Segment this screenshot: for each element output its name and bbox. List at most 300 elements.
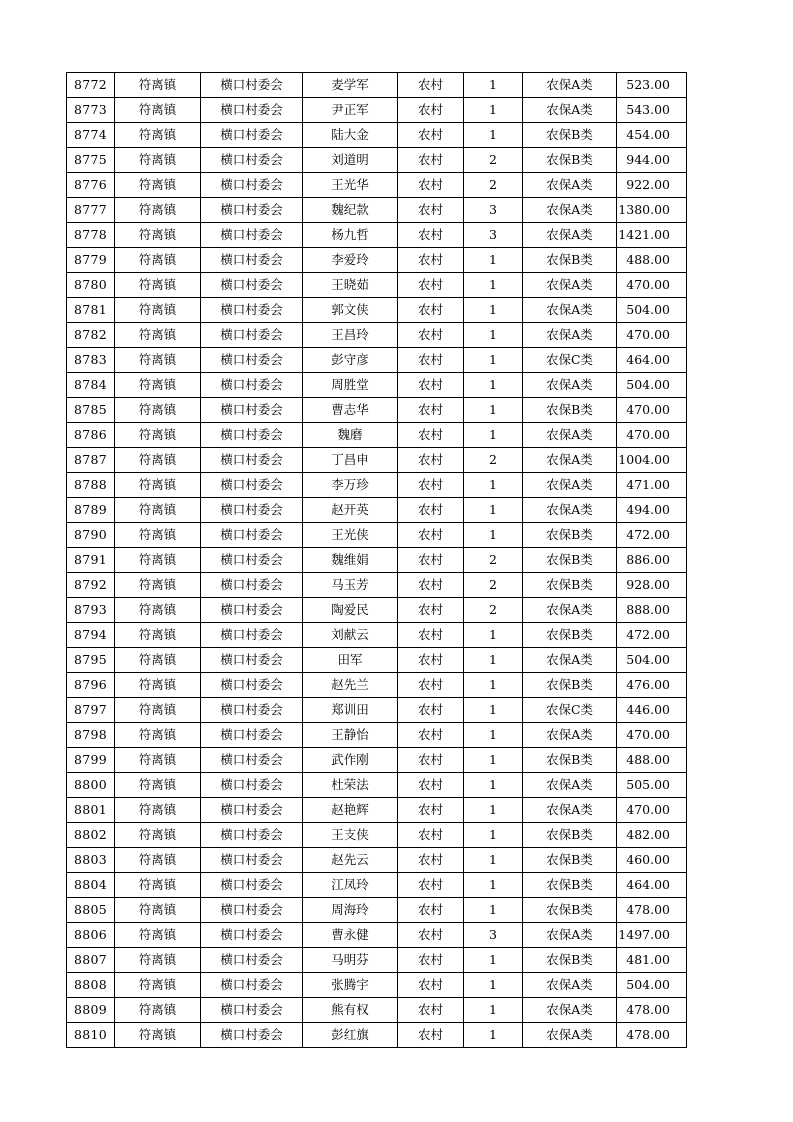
amount-cell: 1380.00 (617, 198, 687, 223)
village-cell: 横口村委会 (201, 498, 303, 523)
name-cell: 彭红旗 (303, 1023, 398, 1048)
household-count-cell: 1 (464, 373, 523, 398)
name-cell: 郭文侠 (303, 298, 398, 323)
amount-cell: 460.00 (617, 848, 687, 873)
village-cell: 横口村委会 (201, 373, 303, 398)
category-cell: 农保A类 (523, 73, 617, 98)
table-row (67, 698, 687, 723)
area-type-cell: 农村 (398, 998, 464, 1023)
town-cell: 符离镇 (115, 923, 201, 948)
row-number-cell: 8783 (67, 348, 115, 373)
household-count-cell: 2 (464, 448, 523, 473)
row-number-cell: 8778 (67, 223, 115, 248)
name-cell: 周海玲 (303, 898, 398, 923)
row-number-cell: 8808 (67, 973, 115, 998)
town-cell: 符离镇 (115, 673, 201, 698)
amount-cell: 470.00 (617, 798, 687, 823)
table-row (67, 273, 687, 298)
category-cell: 农保A类 (523, 98, 617, 123)
table-row (67, 773, 687, 798)
name-cell: 魏纪款 (303, 198, 398, 223)
village-cell: 横口村委会 (201, 973, 303, 998)
category-cell: 农保B类 (523, 873, 617, 898)
household-count-cell: 1 (464, 673, 523, 698)
category-cell: 农保A类 (523, 498, 617, 523)
name-cell: 周胜堂 (303, 373, 398, 398)
row-number-cell: 8788 (67, 473, 115, 498)
name-cell: 杨九哲 (303, 223, 398, 248)
village-cell: 横口村委会 (201, 673, 303, 698)
village-cell: 横口村委会 (201, 598, 303, 623)
table-row (67, 673, 687, 698)
row-number-cell: 8803 (67, 848, 115, 873)
household-count-cell: 1 (464, 398, 523, 423)
amount-cell: 488.00 (617, 248, 687, 273)
category-cell: 农保B类 (523, 823, 617, 848)
area-type-cell: 农村 (398, 98, 464, 123)
amount-cell: 488.00 (617, 748, 687, 773)
table-row (67, 323, 687, 348)
household-count-cell: 1 (464, 248, 523, 273)
village-cell: 横口村委会 (201, 923, 303, 948)
area-type-cell: 农村 (398, 273, 464, 298)
area-type-cell: 农村 (398, 348, 464, 373)
category-cell: 农保A类 (523, 273, 617, 298)
household-count-cell: 1 (464, 998, 523, 1023)
household-count-cell: 2 (464, 148, 523, 173)
town-cell: 符离镇 (115, 623, 201, 648)
household-count-cell: 1 (464, 498, 523, 523)
name-cell: 尹正军 (303, 98, 398, 123)
household-count-cell: 1 (464, 348, 523, 373)
area-type-cell: 农村 (398, 923, 464, 948)
amount-cell: 470.00 (617, 723, 687, 748)
category-cell: 农保B类 (523, 573, 617, 598)
area-type-cell: 农村 (398, 498, 464, 523)
amount-cell: 523.00 (617, 73, 687, 98)
household-count-cell: 1 (464, 298, 523, 323)
table-row (67, 348, 687, 373)
household-count-cell: 1 (464, 273, 523, 298)
town-cell: 符离镇 (115, 648, 201, 673)
table-row (67, 548, 687, 573)
category-cell: 农保B类 (523, 848, 617, 873)
table-row (67, 73, 687, 98)
village-cell: 横口村委会 (201, 73, 303, 98)
town-cell: 符离镇 (115, 373, 201, 398)
area-type-cell: 农村 (398, 673, 464, 698)
category-cell: 农保A类 (523, 373, 617, 398)
area-type-cell: 农村 (398, 598, 464, 623)
category-cell: 农保A类 (523, 323, 617, 348)
row-number-cell: 8795 (67, 648, 115, 673)
table-row (67, 123, 687, 148)
household-count-cell: 1 (464, 773, 523, 798)
village-cell: 横口村委会 (201, 123, 303, 148)
table-row (67, 823, 687, 848)
row-number-cell: 8804 (67, 873, 115, 898)
category-cell: 农保B类 (523, 248, 617, 273)
name-cell: 赵艳辉 (303, 798, 398, 823)
amount-cell: 471.00 (617, 473, 687, 498)
area-type-cell: 农村 (398, 523, 464, 548)
amount-cell: 464.00 (617, 873, 687, 898)
household-count-cell: 1 (464, 73, 523, 98)
table-row (67, 923, 687, 948)
town-cell: 符离镇 (115, 298, 201, 323)
town-cell: 符离镇 (115, 723, 201, 748)
row-number-cell: 8779 (67, 248, 115, 273)
table-row (67, 898, 687, 923)
town-cell: 符离镇 (115, 323, 201, 348)
village-cell: 横口村委会 (201, 998, 303, 1023)
row-number-cell: 8777 (67, 198, 115, 223)
table-row (67, 223, 687, 248)
name-cell: 武作刚 (303, 748, 398, 773)
table-row (67, 973, 687, 998)
category-cell: 农保B类 (523, 623, 617, 648)
village-cell: 横口村委会 (201, 248, 303, 273)
name-cell: 赵先云 (303, 848, 398, 873)
amount-cell: 504.00 (617, 298, 687, 323)
town-cell: 符离镇 (115, 573, 201, 598)
area-type-cell: 农村 (398, 248, 464, 273)
household-count-cell: 1 (464, 973, 523, 998)
amount-cell: 470.00 (617, 398, 687, 423)
town-cell: 符离镇 (115, 698, 201, 723)
village-cell: 横口村委会 (201, 298, 303, 323)
village-cell: 横口村委会 (201, 473, 303, 498)
amount-cell: 446.00 (617, 698, 687, 723)
town-cell: 符离镇 (115, 748, 201, 773)
household-count-cell: 3 (464, 198, 523, 223)
household-count-cell: 1 (464, 1023, 523, 1048)
village-cell: 横口村委会 (201, 173, 303, 198)
town-cell: 符离镇 (115, 473, 201, 498)
row-number-cell: 8775 (67, 148, 115, 173)
name-cell: 彭守彦 (303, 348, 398, 373)
household-count-cell: 1 (464, 898, 523, 923)
village-cell: 横口村委会 (201, 348, 303, 373)
area-type-cell: 农村 (398, 823, 464, 848)
area-type-cell: 农村 (398, 948, 464, 973)
amount-cell: 472.00 (617, 523, 687, 548)
amount-cell: 928.00 (617, 573, 687, 598)
household-count-cell: 1 (464, 473, 523, 498)
category-cell: 农保B类 (523, 548, 617, 573)
area-type-cell: 农村 (398, 798, 464, 823)
records-body (67, 73, 687, 1048)
amount-cell: 470.00 (617, 323, 687, 348)
town-cell: 符离镇 (115, 798, 201, 823)
town-cell: 符离镇 (115, 423, 201, 448)
village-cell: 横口村委会 (201, 948, 303, 973)
row-number-cell: 8782 (67, 323, 115, 348)
name-cell: 王晓茹 (303, 273, 398, 298)
amount-cell: 454.00 (617, 123, 687, 148)
household-count-cell: 1 (464, 798, 523, 823)
household-count-cell: 1 (464, 323, 523, 348)
area-type-cell: 农村 (398, 298, 464, 323)
household-count-cell: 1 (464, 848, 523, 873)
household-count-cell: 1 (464, 873, 523, 898)
name-cell: 李爱玲 (303, 248, 398, 273)
row-number-cell: 8805 (67, 898, 115, 923)
category-cell: 农保B类 (523, 148, 617, 173)
household-count-cell: 1 (464, 123, 523, 148)
row-number-cell: 8774 (67, 123, 115, 148)
town-cell: 符离镇 (115, 523, 201, 548)
village-cell: 横口村委会 (201, 648, 303, 673)
town-cell: 符离镇 (115, 848, 201, 873)
town-cell: 符离镇 (115, 823, 201, 848)
household-count-cell: 3 (464, 923, 523, 948)
town-cell: 符离镇 (115, 598, 201, 623)
row-number-cell: 8802 (67, 823, 115, 848)
name-cell: 郑训田 (303, 698, 398, 723)
area-type-cell: 农村 (398, 198, 464, 223)
name-cell: 田军 (303, 648, 398, 673)
category-cell: 农保A类 (523, 448, 617, 473)
area-type-cell: 农村 (398, 1023, 464, 1048)
amount-cell: 494.00 (617, 498, 687, 523)
category-cell: 农保A类 (523, 723, 617, 748)
table-row (67, 423, 687, 448)
area-type-cell: 农村 (398, 473, 464, 498)
table-row (67, 523, 687, 548)
category-cell: 农保A类 (523, 973, 617, 998)
table-row (67, 373, 687, 398)
name-cell: 江凤玲 (303, 873, 398, 898)
name-cell: 魏维娟 (303, 548, 398, 573)
category-cell: 农保B类 (523, 523, 617, 548)
table-row (67, 598, 687, 623)
area-type-cell: 农村 (398, 648, 464, 673)
table-row (67, 998, 687, 1023)
town-cell: 符离镇 (115, 498, 201, 523)
area-type-cell: 农村 (398, 748, 464, 773)
amount-cell: 888.00 (617, 598, 687, 623)
row-number-cell: 8806 (67, 923, 115, 948)
row-number-cell: 8790 (67, 523, 115, 548)
amount-cell: 482.00 (617, 823, 687, 848)
category-cell: 农保B类 (523, 748, 617, 773)
household-count-cell: 2 (464, 598, 523, 623)
village-cell: 横口村委会 (201, 423, 303, 448)
area-type-cell: 农村 (398, 573, 464, 598)
row-number-cell: 8773 (67, 98, 115, 123)
category-cell: 农保A类 (523, 198, 617, 223)
table-row (67, 298, 687, 323)
name-cell: 王光侠 (303, 523, 398, 548)
town-cell: 符离镇 (115, 223, 201, 248)
amount-cell: 886.00 (617, 548, 687, 573)
row-number-cell: 8785 (67, 398, 115, 423)
row-number-cell: 8776 (67, 173, 115, 198)
amount-cell: 470.00 (617, 273, 687, 298)
amount-cell: 464.00 (617, 348, 687, 373)
row-number-cell: 8799 (67, 748, 115, 773)
table-row (67, 848, 687, 873)
town-cell: 符离镇 (115, 773, 201, 798)
area-type-cell: 农村 (398, 173, 464, 198)
table-row (67, 198, 687, 223)
category-cell: 农保A类 (523, 473, 617, 498)
village-cell: 横口村委会 (201, 198, 303, 223)
name-cell: 赵先兰 (303, 673, 398, 698)
category-cell: 农保A类 (523, 1023, 617, 1048)
amount-cell: 504.00 (617, 973, 687, 998)
village-cell: 横口村委会 (201, 898, 303, 923)
category-cell: 农保A类 (523, 798, 617, 823)
category-cell: 农保A类 (523, 223, 617, 248)
area-type-cell: 农村 (398, 423, 464, 448)
village-cell: 横口村委会 (201, 848, 303, 873)
row-number-cell: 8784 (67, 373, 115, 398)
row-number-cell: 8800 (67, 773, 115, 798)
village-cell: 横口村委会 (201, 98, 303, 123)
town-cell: 符离镇 (115, 173, 201, 198)
row-number-cell: 8809 (67, 998, 115, 1023)
table-row (67, 148, 687, 173)
area-type-cell: 农村 (398, 398, 464, 423)
category-cell: 农保A类 (523, 423, 617, 448)
town-cell: 符离镇 (115, 548, 201, 573)
household-count-cell: 1 (464, 948, 523, 973)
name-cell: 马玉芳 (303, 573, 398, 598)
table-row (67, 448, 687, 473)
area-type-cell: 农村 (398, 123, 464, 148)
village-cell: 横口村委会 (201, 698, 303, 723)
table-row (67, 573, 687, 598)
household-count-cell: 2 (464, 548, 523, 573)
table-row (67, 473, 687, 498)
name-cell: 刘道明 (303, 148, 398, 173)
village-cell: 横口村委会 (201, 323, 303, 348)
row-number-cell: 8793 (67, 598, 115, 623)
village-cell: 横口村委会 (201, 873, 303, 898)
area-type-cell: 农村 (398, 448, 464, 473)
row-number-cell: 8786 (67, 423, 115, 448)
amount-cell: 504.00 (617, 373, 687, 398)
category-cell: 农保B类 (523, 898, 617, 923)
household-count-cell: 1 (464, 748, 523, 773)
village-cell: 横口村委会 (201, 223, 303, 248)
amount-cell: 478.00 (617, 1023, 687, 1048)
row-number-cell: 8781 (67, 298, 115, 323)
amount-cell: 505.00 (617, 773, 687, 798)
village-cell: 横口村委会 (201, 1023, 303, 1048)
name-cell: 王支侠 (303, 823, 398, 848)
amount-cell: 1497.00 (617, 923, 687, 948)
table-row (67, 1023, 687, 1048)
name-cell: 曹志华 (303, 398, 398, 423)
village-cell: 横口村委会 (201, 398, 303, 423)
town-cell: 符离镇 (115, 73, 201, 98)
table-row (67, 398, 687, 423)
area-type-cell: 农村 (398, 898, 464, 923)
village-cell: 横口村委会 (201, 773, 303, 798)
table-row (67, 623, 687, 648)
table-row (67, 173, 687, 198)
category-cell: 农保B类 (523, 123, 617, 148)
table-row (67, 98, 687, 123)
row-number-cell: 8810 (67, 1023, 115, 1048)
town-cell: 符离镇 (115, 273, 201, 298)
row-number-cell: 8797 (67, 698, 115, 723)
name-cell: 麦学军 (303, 73, 398, 98)
table-row (67, 248, 687, 273)
amount-cell: 944.00 (617, 148, 687, 173)
name-cell: 李万珍 (303, 473, 398, 498)
household-count-cell: 1 (464, 648, 523, 673)
village-cell: 横口村委会 (201, 798, 303, 823)
household-count-cell: 2 (464, 573, 523, 598)
table-row (67, 723, 687, 748)
village-cell: 横口村委会 (201, 823, 303, 848)
name-cell: 熊有权 (303, 998, 398, 1023)
village-cell: 横口村委会 (201, 748, 303, 773)
name-cell: 马明芬 (303, 948, 398, 973)
table-row (67, 648, 687, 673)
row-number-cell: 8787 (67, 448, 115, 473)
household-count-cell: 1 (464, 523, 523, 548)
area-type-cell: 农村 (398, 223, 464, 248)
town-cell: 符离镇 (115, 123, 201, 148)
name-cell: 刘献云 (303, 623, 398, 648)
row-number-cell: 8794 (67, 623, 115, 648)
amount-cell: 470.00 (617, 423, 687, 448)
town-cell: 符离镇 (115, 873, 201, 898)
category-cell: 农保B类 (523, 673, 617, 698)
row-number-cell: 8798 (67, 723, 115, 748)
name-cell: 王静怡 (303, 723, 398, 748)
amount-cell: 922.00 (617, 173, 687, 198)
household-count-cell: 1 (464, 623, 523, 648)
category-cell: 农保B类 (523, 398, 617, 423)
category-cell: 农保A类 (523, 648, 617, 673)
name-cell: 王昌玲 (303, 323, 398, 348)
table-row (67, 748, 687, 773)
row-number-cell: 8791 (67, 548, 115, 573)
row-number-cell: 8792 (67, 573, 115, 598)
category-cell: 农保A类 (523, 173, 617, 198)
village-cell: 横口村委会 (201, 523, 303, 548)
town-cell: 符离镇 (115, 948, 201, 973)
town-cell: 符离镇 (115, 973, 201, 998)
amount-cell: 1004.00 (617, 448, 687, 473)
village-cell: 横口村委会 (201, 723, 303, 748)
amount-cell: 481.00 (617, 948, 687, 973)
household-count-cell: 1 (464, 423, 523, 448)
row-number-cell: 8772 (67, 73, 115, 98)
name-cell: 赵开英 (303, 498, 398, 523)
household-count-cell: 3 (464, 223, 523, 248)
name-cell: 曹永健 (303, 923, 398, 948)
amount-cell: 472.00 (617, 623, 687, 648)
area-type-cell: 农村 (398, 73, 464, 98)
area-type-cell: 农村 (398, 698, 464, 723)
area-type-cell: 农村 (398, 873, 464, 898)
amount-cell: 543.00 (617, 98, 687, 123)
area-type-cell: 农村 (398, 848, 464, 873)
category-cell: 农保A类 (523, 298, 617, 323)
name-cell: 魏磨 (303, 423, 398, 448)
amount-cell: 476.00 (617, 673, 687, 698)
village-cell: 横口村委会 (201, 448, 303, 473)
name-cell: 丁昌申 (303, 448, 398, 473)
category-cell: 农保A类 (523, 923, 617, 948)
